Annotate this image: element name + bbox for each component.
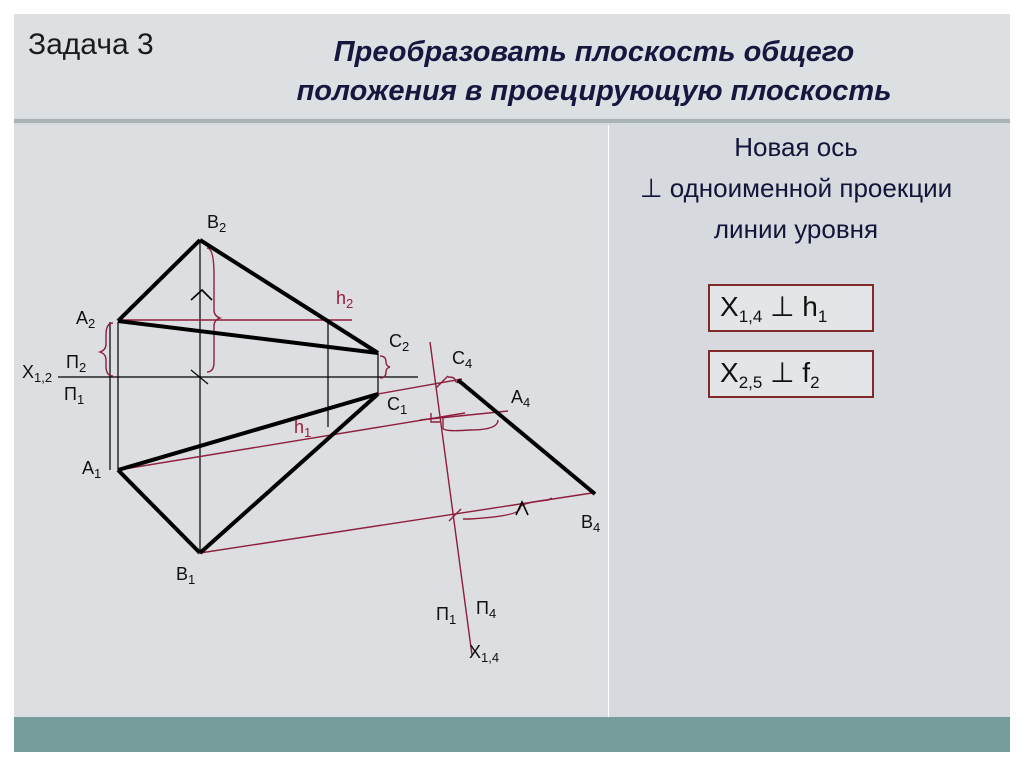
label-b4: $B_4$: [581, 512, 601, 535]
label-pi2: $П_2$: [66, 352, 87, 375]
h1-line: [118, 413, 465, 470]
label-c1: $C_1$: [387, 394, 408, 417]
label-pi1: $П_1$: [64, 384, 85, 407]
brace-c2: [380, 356, 390, 378]
label-x14: $X_{1,4}$: [469, 642, 500, 665]
edge-a1-c1: [118, 394, 378, 470]
box2-main: X: [720, 357, 739, 388]
box1-perp: ⊥ h: [762, 291, 818, 322]
edge-a2-b2: [118, 240, 200, 321]
title-line-2: положения в проецирующую плоскость: [296, 75, 892, 107]
label-b2: $B_2$: [207, 212, 227, 235]
task-label: Задача 3: [28, 28, 154, 61]
brace-a4: [443, 418, 498, 431]
label-x12: $X_{1,2}$: [22, 362, 53, 385]
label-pi4: $П_4$: [476, 598, 497, 621]
label-c4: $C_4$: [452, 348, 473, 371]
edge-a1-b1: [118, 470, 200, 553]
label-h2: $h_2$: [336, 288, 354, 311]
brace-a2: [100, 323, 113, 376]
rule-line-1: Новая ось: [734, 132, 858, 162]
box2-sub: 2,5: [738, 373, 763, 392]
box2-perp: ⊥ f: [762, 357, 811, 388]
label-h1: $h_1$: [294, 417, 312, 440]
rule-line-2: ⊥ одноименной проекции: [639, 173, 953, 203]
box1-main: X: [720, 291, 739, 322]
label-a4: $A_4$: [511, 387, 531, 410]
label-pi1-b: $П_1$: [436, 604, 457, 627]
box2-sub2: 2: [810, 373, 820, 392]
rule-line-3: линии уровня: [713, 214, 879, 244]
label-a2: $A_2$: [76, 308, 96, 331]
brace-b2: [207, 248, 220, 372]
label-c2: $C_2$: [389, 331, 410, 354]
brace-b4: [463, 498, 552, 519]
title-line-1: Преобразовать плоскость общего: [333, 36, 855, 68]
box1-sub: 1,4: [738, 307, 763, 326]
edge-a2-c2: [118, 321, 378, 353]
chevron-mark-b2: [191, 290, 212, 300]
label-b1: $B_1$: [176, 564, 196, 587]
box1-sub2: 1: [817, 307, 828, 326]
c1-to-c4: [378, 379, 462, 394]
label-a1: $A_1$: [82, 458, 102, 481]
